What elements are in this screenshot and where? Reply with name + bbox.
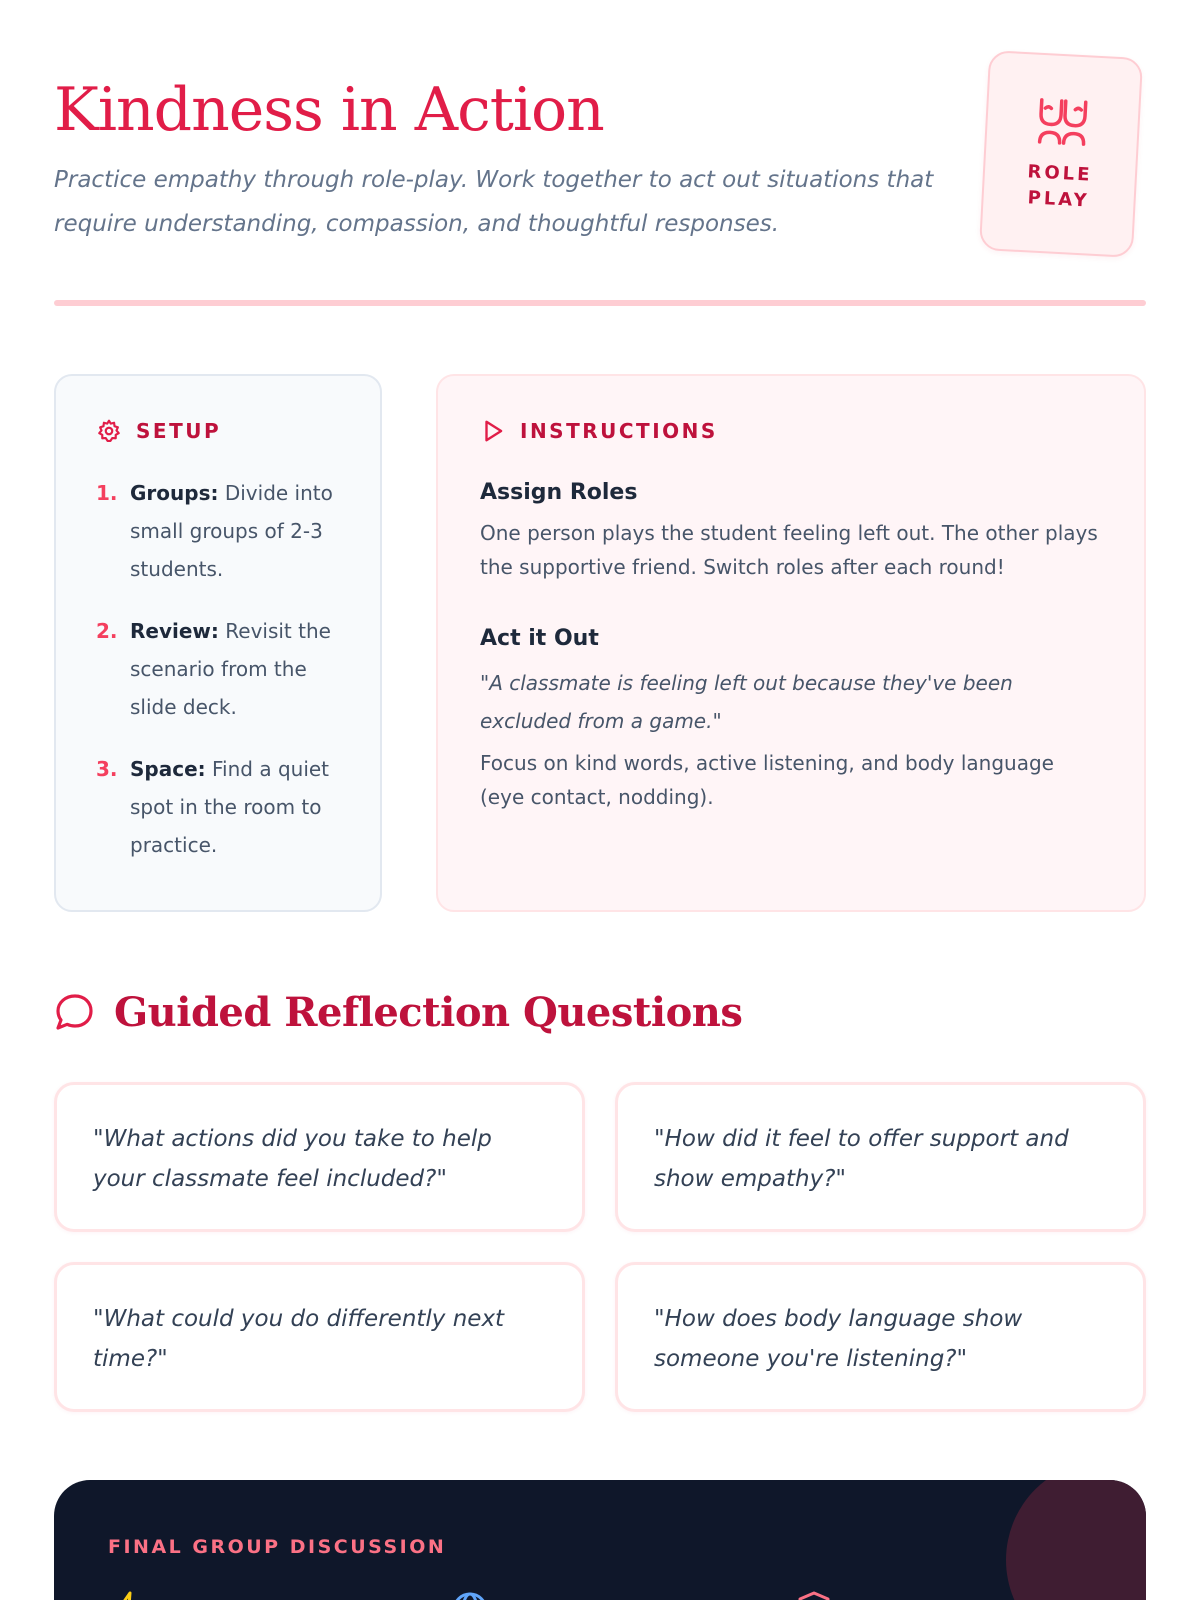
scenario-quote: "A classmate is feeling left out because they've been excluded from a game." xyxy=(480,671,1013,733)
setup-item-term: Groups: xyxy=(130,481,219,505)
setup-item-desc: Divide into small groups of 2-3 students. xyxy=(130,481,333,581)
reflection-title: Guided Reflection Questions xyxy=(114,988,743,1036)
setup-item-term: Space: xyxy=(130,757,206,781)
speech-bubble-icon xyxy=(54,992,94,1032)
reflection-section xyxy=(54,984,1146,1412)
act-it-out-title: Act it Out xyxy=(480,626,599,651)
reflection-questions xyxy=(54,1082,1146,1412)
setup-item-text xyxy=(130,750,342,864)
page-header xyxy=(54,0,1146,306)
final-discussion-label: FINAL GROUP DISCUSSION xyxy=(108,1536,447,1558)
gear-icon xyxy=(96,418,122,444)
drama-masks-icon xyxy=(1033,94,1092,153)
instructions-heading-label: INSTRUCTIONS xyxy=(520,419,718,443)
reflection-heading xyxy=(54,984,1146,1040)
play-icon xyxy=(480,418,506,444)
final-discussion-icons xyxy=(108,1590,1092,1600)
question-card: "What actions did you take to help your classmate feel included?" xyxy=(54,1082,585,1232)
setup-item xyxy=(96,612,342,726)
page-title: Kindness in Action xyxy=(54,75,604,145)
setup-list xyxy=(96,474,342,864)
setup-item-number: 2. xyxy=(96,619,118,643)
final-discussion-panel xyxy=(54,1480,1146,1600)
globe-icon xyxy=(450,1590,490,1600)
setup-item-term: Review: xyxy=(130,619,219,643)
question-card: "How did it feel to offer support and show empathy?" xyxy=(615,1082,1146,1232)
question-card: "What could you do differently next time?" xyxy=(54,1262,585,1412)
question-card: "How does body language show someone you're listening?" xyxy=(615,1262,1146,1412)
act-it-out-text: Focus on kind words, active listening, and body language (eye contact, nodding). xyxy=(480,751,1054,809)
assign-roles-text: One person plays the student feeling left out. The other plays the supportive friend. Switch roles after each round! xyxy=(480,521,1098,579)
setup-item-desc: Find a quiet spot in the room to practice. xyxy=(130,757,330,857)
setup-item-number: 3. xyxy=(96,757,118,781)
setup-item-desc: Revisit the scenario from the slide deck. xyxy=(130,619,331,719)
instructions-card xyxy=(436,374,1146,912)
setup-item xyxy=(96,474,342,588)
setup-item-text xyxy=(130,612,342,726)
page-subtitle: Practice empathy through role-play. Work together to act out situations that require understanding, compassion, and thoughtful responses. xyxy=(54,167,934,237)
setup-card xyxy=(54,374,382,912)
setup-heading-label: SETUP xyxy=(136,419,222,443)
header-divider xyxy=(54,300,1146,306)
setup-heading xyxy=(96,416,342,446)
assign-roles-title: Assign Roles xyxy=(480,480,638,505)
role-play-badge xyxy=(979,50,1143,258)
shield-icon xyxy=(794,1590,834,1600)
setup-item xyxy=(96,750,342,864)
setup-item-number: 1. xyxy=(96,481,118,505)
lightning-icon xyxy=(108,1590,148,1600)
instructions-heading xyxy=(480,416,1104,446)
badge-label: ROLE PLAY xyxy=(1027,161,1093,212)
setup-instructions-row xyxy=(54,374,1146,912)
setup-item-text xyxy=(130,474,342,588)
